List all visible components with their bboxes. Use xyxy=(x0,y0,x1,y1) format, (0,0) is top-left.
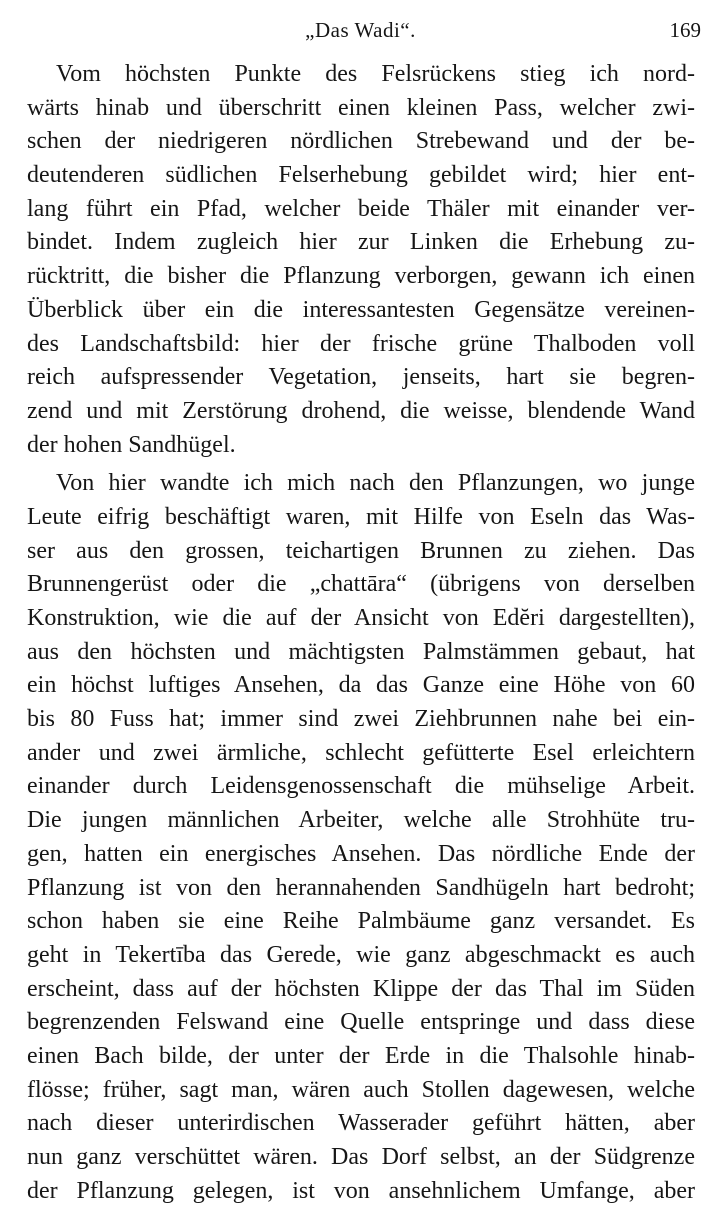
text-line: begrenzenden Felswand eine Quelle entspringe und dass diese xyxy=(27,1009,695,1036)
text-line: der Pflanzung gelegen, ist von ansehnlichem Umfange, aber xyxy=(27,1177,695,1204)
body-text xyxy=(27,58,695,1208)
text-line: geht in Tekertība das Gerede, wie ganz abgeschmackt es auch xyxy=(27,941,695,968)
text-line: der hohen Sandhügel. xyxy=(27,431,236,458)
text-line: schon haben sie eine Reihe Palmbäume ganz versandet. Es xyxy=(27,908,695,935)
text-line: ein höchst luftiges Ansehen, da das Ganze eine Höhe von 60 xyxy=(27,672,695,699)
text-line: Leute eifrig beschäftigt waren, mit Hilfe von Eseln das Was- xyxy=(27,503,695,530)
text-line: des Landschaftsbild: hier der frische grüne Thalboden voll xyxy=(27,330,695,357)
paragraph-2 xyxy=(27,467,695,1208)
running-title: „Das Wadi“. xyxy=(305,18,416,42)
text-line: rücktritt, die bisher die Pflanzung verborgen, gewann ich einen xyxy=(27,263,695,290)
text-line: ander und zwei ärmliche, schlecht gefütterte Esel erleichtern xyxy=(27,739,695,766)
text-line: Vom höchsten Punkte des Felsrückens stieg ich nord- xyxy=(56,61,695,87)
text-line: erscheint, dass auf der höchsten Klippe der das Thal im Süden xyxy=(27,975,695,1002)
text-line: gen, hatten ein energisches Ansehen. Das nördliche Ende der xyxy=(27,840,695,867)
text-line: wärts hinab und überschritt einen kleinen Pass, welcher zwi- xyxy=(27,94,695,121)
text-line: bis 80 Fuss hat; immer sind zwei Ziehbrunnen nahe bei ein- xyxy=(27,706,695,733)
text-line: lang führt ein Pfad, welcher beide Thäler mit einander ver- xyxy=(27,195,695,222)
paragraph-1 xyxy=(27,58,695,462)
text-line: Überblick über ein die interessantesten Gegensätze vereinen- xyxy=(27,296,695,323)
text-line: Von hier wandte ich mich nach den Pflanzungen, wo junge xyxy=(56,470,695,497)
text-line: schen der niedrigeren nördlichen Strebewand und der be- xyxy=(27,128,695,155)
text-line: einander durch Leidensgenossenschaft die mühselige Arbeit. xyxy=(27,773,695,800)
text-line: Konstruktion, wie die auf der Ansicht von Edĕri dargestellten), xyxy=(27,605,695,631)
text-line: aus den höchsten und mächtigsten Palmstämmen gebaut, hat xyxy=(27,638,695,665)
text-line: flösse; früher, sagt man, wären auch Stollen dagewesen, welche xyxy=(27,1076,695,1103)
text-line: reich aufspressender Vegetation, jenseits, hart sie begren- xyxy=(27,364,695,391)
text-line: Pflanzung ist von den herannahenden Sandhügeln hart bedroht; xyxy=(27,874,695,901)
text-line: bindet. Indem zugleich hier zur Linken die Erhebung zu- xyxy=(27,229,695,256)
text-line: nach dieser unterirdischen Wasserader geführt hätten, aber xyxy=(27,1110,695,1137)
text-line: nun ganz verschüttet wären. Das Dorf selbst, an der Südgrenze xyxy=(27,1144,695,1170)
running-header xyxy=(0,16,721,46)
text-line: zend und mit Zerstörung drohend, die weisse, blendende Wand xyxy=(27,397,695,424)
text-line: einen Bach bilde, der unter der Erde in die Thalsohle hinab- xyxy=(27,1042,695,1069)
page-number: 169 xyxy=(669,18,701,42)
text-line: Brunnengerüst oder die „chattāra“ (übrigens von derselben xyxy=(27,571,695,598)
text-line: deutenderen südlichen Felserhebung gebildet wird; hier ent- xyxy=(27,162,695,189)
text-line: Die jungen männlichen Arbeiter, welche alle Strohhüte tru- xyxy=(27,807,695,834)
text-line: ser aus den grossen, teichartigen Brunnen zu ziehen. Das xyxy=(27,537,695,564)
